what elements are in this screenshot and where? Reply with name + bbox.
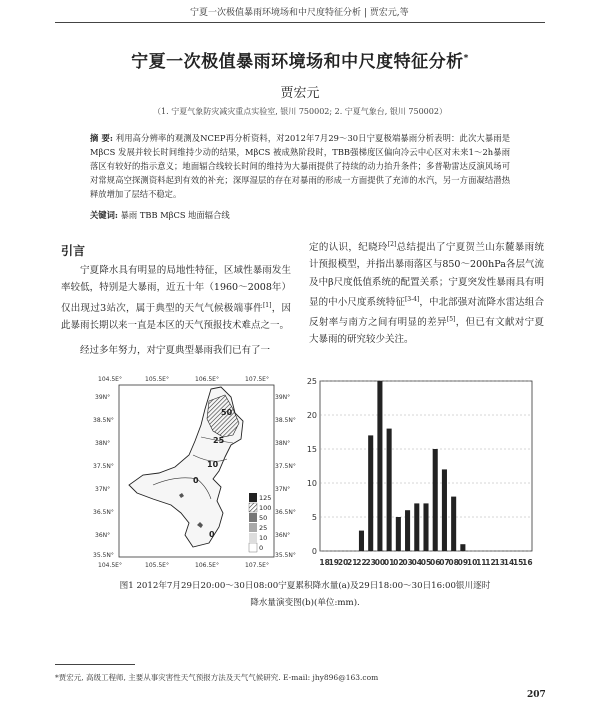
bar-01 — [387, 429, 392, 551]
right-lat-7: 35.5N° — [275, 552, 296, 559]
contour-label-0b: 0 — [209, 530, 215, 539]
x-tick-13: 13 — [494, 558, 505, 567]
page-number: 207 — [527, 690, 546, 700]
legend-label-0: 125 — [259, 494, 272, 502]
bar-03 — [405, 510, 410, 551]
x-tick-04: 04 — [411, 558, 423, 567]
bar-07 — [442, 469, 447, 551]
x-tick-05: 05 — [420, 558, 432, 567]
bottom-lon-2: 106.5E° — [195, 562, 219, 569]
contour-label-10: 10 — [207, 460, 219, 469]
y-tick-20: 20 — [306, 411, 317, 420]
bar-00 — [377, 381, 382, 551]
right-lat-0: 39N° — [275, 394, 291, 401]
left-lat-2: 38N° — [95, 440, 111, 447]
x-tick-12: 12 — [485, 558, 496, 567]
footnote: *贾宏元, 高级工程师, 主要从事灾害性天气预报方法及天气气候研究. E-mail: jhy896@163.com — [55, 673, 379, 682]
y-tick-25: 25 — [306, 377, 317, 386]
legend-swatch-125 — [249, 493, 257, 502]
header-rule — [55, 22, 545, 23]
bar-06 — [433, 449, 438, 551]
x-tick-21: 21 — [347, 558, 358, 567]
legend-label-5: 0 — [259, 544, 264, 552]
bar-22 — [359, 531, 364, 551]
top-lon-3: 107.5E° — [245, 376, 269, 383]
top-lon-2: 106.5E° — [195, 376, 219, 383]
chart-x-ticks — [319, 558, 532, 567]
left-lat-3: 37.5N° — [93, 463, 114, 470]
right-lat-2: 38N° — [275, 440, 291, 447]
bar-04 — [414, 503, 419, 551]
legend-swatch-100 — [249, 503, 257, 512]
intro-paragraph-1: 宁夏降水具有明显的局地性特征，区域性暴雨发生率较低，特别是大暴雨，近五十年（1960～2008年）仅出现过3站次，属于典型的天气气候极端事件[1]，因此暴雨长期以来一直是本区的天气预报技术难点之一。 — [61, 265, 291, 331]
keywords-text: 暴雨 TBB MβCS 地面辐合线 — [120, 210, 230, 220]
legend-label-3: 25 — [259, 524, 268, 532]
right-lat-6: 36N° — [275, 532, 291, 539]
top-lon-1: 105.5E° — [145, 376, 169, 383]
chart-y-ticks — [307, 377, 317, 556]
contour-label-50: 50 — [221, 408, 233, 417]
x-tick-03: 03 — [402, 558, 413, 567]
top-lon-0: 104.5E° — [98, 376, 122, 383]
right-lat-1: 38.5N° — [275, 417, 296, 424]
affiliation: （1. 宁夏气象防灾减灾重点实验室, 银川 750002; 2. 宁夏气象台, 银川 750002） — [153, 107, 447, 116]
footnote-rule — [55, 664, 135, 665]
x-tick-22: 22 — [356, 558, 367, 567]
x-tick-07: 07 — [439, 558, 450, 567]
x-tick-20: 20 — [337, 558, 349, 567]
bar-02 — [396, 517, 401, 551]
caption-line-2: 降水量演变图(b)(单位:mm). — [250, 598, 360, 608]
left-lat-6: 36N° — [95, 532, 111, 539]
keywords — [90, 209, 510, 221]
x-tick-14: 14 — [503, 558, 515, 567]
bar-08 — [451, 497, 456, 551]
title-footnote-mark: * — [463, 53, 469, 64]
x-tick-16: 16 — [522, 558, 533, 567]
caption-line-1: 图1 2012年7月29日20:00～30日08:00宁夏累积降水量(a)及29日18:00～30日16:00银川逐时 — [119, 581, 491, 591]
intro-paragraph-2: 经过多年努力，对宁夏典型暴雨我们已有了一 — [80, 345, 271, 357]
y-tick-5: 5 — [311, 513, 317, 522]
left-lat-1: 38.5N° — [93, 417, 114, 424]
legend-label-2: 50 — [259, 514, 268, 522]
right-lat-3: 37.5N° — [275, 463, 296, 470]
bar-09 — [460, 544, 465, 551]
x-tick-02: 02 — [393, 558, 404, 567]
left-lat-7: 35.5N° — [93, 552, 114, 559]
author: 贾宏元 — [280, 86, 320, 101]
right-lat-4: 37N° — [275, 486, 291, 493]
x-tick-19: 19 — [328, 558, 340, 567]
x-tick-00: 00 — [374, 558, 386, 567]
intro-heading: 引言 — [61, 244, 86, 258]
x-tick-10: 10 — [466, 558, 478, 567]
legend-swatch-25 — [249, 523, 257, 532]
x-tick-23: 23 — [365, 558, 376, 567]
legend-label-4: 10 — [259, 534, 268, 542]
bar-05 — [423, 503, 428, 551]
abstract-label: 摘 要: — [90, 133, 113, 143]
abstract — [90, 131, 510, 201]
left-column — [61, 243, 291, 367]
precip-map — [93, 375, 298, 570]
chart-bars — [359, 381, 465, 551]
y-tick-0: 0 — [311, 547, 317, 556]
left-lat-4: 37N° — [95, 486, 111, 493]
right-lat-5: 36.5N° — [275, 509, 296, 516]
left-lat-0: 39N° — [95, 394, 111, 401]
y-tick-10: 10 — [306, 479, 317, 488]
legend-label-1: 100 — [259, 504, 272, 512]
bottom-lon-1: 105.5E° — [145, 562, 169, 569]
keywords-label: 关键词: — [90, 210, 118, 220]
x-tick-08: 08 — [448, 558, 459, 567]
running-header: 宁夏一次极值暴雨环境场和中尺度特征分析 | 贾宏元,等 — [190, 8, 409, 18]
left-lat-5: 36.5N° — [93, 509, 114, 516]
x-tick-15: 15 — [512, 558, 524, 567]
x-tick-06: 06 — [429, 558, 441, 567]
contour-label-0a: 0 — [193, 476, 199, 485]
paper-title: 宁夏一次极值暴雨环境场和中尺度特征分析* — [131, 52, 469, 72]
x-tick-09: 09 — [457, 558, 469, 567]
bar-23 — [368, 435, 373, 551]
legend-swatch-10 — [249, 533, 257, 542]
figure-caption — [70, 578, 540, 612]
bottom-lon-0: 104.5E° — [98, 562, 122, 569]
abstract-text: 利用高分辨率的观测及NCEP再分析资料，对2012年7月29～30日宁夏极端暴雨分析表明：此次大暴雨是 MβCS 发展并较长时间维持少动的结果，MβCS 被成熟阶段时，TBB强梯度区偏向冷云中心区对未来1～2h暴雨落区有较好的指示意义；地面辐合线较长时间的维持为大暴雨提供了持续的动力抬升条件；多普勒雷达反演风场可对常规高空探测资料起到有效的补充；深厚湿层的存在对暴雨的形成一方面提供了充沛的水汽，另一方面凝结潜热释放增加了层结不稳定。 — [90, 133, 511, 199]
x-tick-11: 11 — [476, 558, 487, 567]
legend-swatch-50 — [249, 513, 257, 522]
right-column — [309, 236, 544, 357]
y-tick-15: 15 — [306, 445, 317, 454]
x-tick-01: 01 — [383, 558, 395, 567]
legend-swatch-0 — [249, 543, 257, 552]
hourly-precip-chart — [306, 375, 536, 575]
intro-paragraph-2-cont: 定的认识，纪晓玲[2]总结提出了宁夏贺兰山东麓暴雨统计预报模型，并指出暴雨落区与850～200hPa各层气流及中β尺度低值系统的配置关系；宁夏突发性暴雨具有明显的中小尺度系统特征[3-4]，中北部强对流降水雷达组合反射率与南方之间有明显的差异[5]，但已有文献对宁夏大暴雨的研究较少关注。 — [309, 241, 544, 346]
contour-label-25: 25 — [213, 436, 225, 445]
bottom-lon-3: 107.5E° — [245, 562, 269, 569]
x-tick-18: 18 — [319, 558, 330, 567]
